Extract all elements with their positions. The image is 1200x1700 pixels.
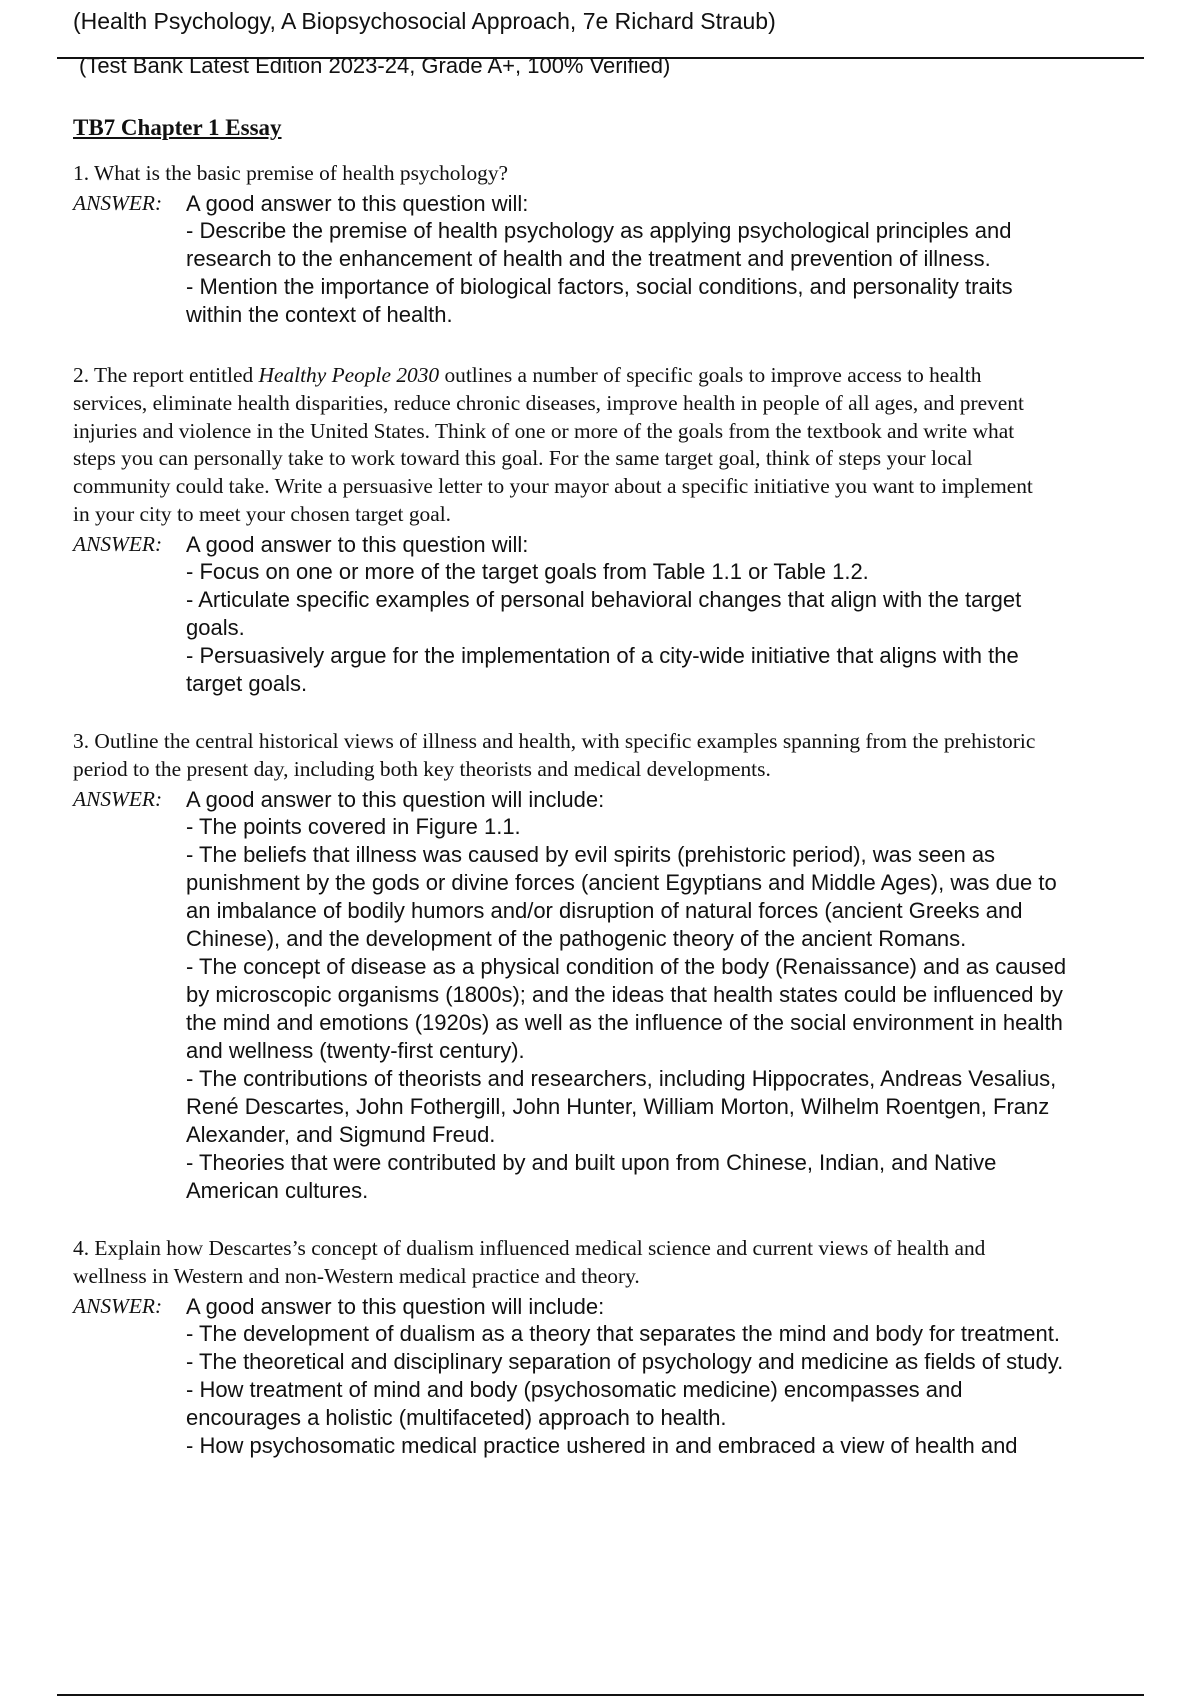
answer-intro: A good answer to this question will include:: [186, 786, 605, 812]
answer-point-line: American cultures.: [186, 1177, 369, 1203]
answer-point-line: - How psychosomatic medical practice ushered in and embraced a view of health and: [186, 1432, 1018, 1458]
answer-point-line: - Theories that were contributed by and built upon from Chinese, Indian, and Native: [186, 1149, 997, 1175]
question-text-part: 2. The report entitled: [73, 363, 259, 387]
answer-point-line: research to the enhancement of health and the treatment and prevention of illness.: [186, 245, 991, 271]
question-block-1: [73, 160, 1163, 329]
answer-point-line: by microscopic organisms (1800s); and the ideas that health states could be influenced by: [186, 981, 1063, 1007]
question-text: [73, 362, 1163, 390]
answer-point-line: - The points covered in Figure 1.1.: [186, 813, 521, 839]
document-header-subtitle: (Test Bank Latest Edition 2023-24, Grade A+, 100% Verified): [79, 53, 671, 78]
answer-label: ANSWER:: [73, 786, 163, 811]
answer-intro: A good answer to this question will:: [186, 531, 529, 557]
answer-point-line: - How treatment of mind and body (psychosomatic medicine) encompasses and: [186, 1376, 963, 1402]
answer-point-line: punishment by the gods or divine forces (ancient Egyptians and Middle Ages), was due to: [186, 869, 1057, 895]
chapter-title: TB7 Chapter 1 Essay: [73, 115, 282, 140]
answer-point-line: - Mention the importance of biological factors, social conditions, and personality traits: [186, 273, 1013, 299]
question-block-4: [73, 1235, 1163, 1460]
answer-point-line: - Focus on one or more of the target goals from Table 1.1 or Table 1.2.: [186, 558, 869, 584]
report-title: Healthy People 2030: [258, 363, 440, 387]
footer-divider: [57, 1694, 1144, 1696]
answer-point-line: an imbalance of bodily humors and/or disruption of natural forces (ancient Greeks and: [186, 897, 1023, 923]
answer-points: [186, 1320, 1163, 1460]
answer-points: [186, 558, 1163, 698]
answer-point-line: and wellness (twenty-first century).: [186, 1037, 525, 1063]
answer-point-line: within the context of health.: [186, 301, 453, 327]
answer-point-line: - Articulate specific examples of personal behavioral changes that align with the target: [186, 586, 1022, 612]
answer-label: ANSWER:: [73, 190, 163, 215]
question-text-part: outlines a number of specific goals to improve access to health: [439, 363, 982, 387]
question-text: services, eliminate health disparities, reduce chronic diseases, improve health in people of all ages, and prevent: [73, 390, 1024, 415]
answer-points: [186, 217, 1163, 329]
answer-point-line: - The contributions of theorists and researchers, including Hippocrates, Andreas Vesalius,: [186, 1065, 1057, 1091]
answer-point-line: Alexander, and Sigmund Freud.: [186, 1121, 496, 1147]
answer-point-line: encourages a holistic (multifaceted) approach to health.: [186, 1404, 727, 1430]
question-text: 1. What is the basic premise of health psychology?: [73, 161, 509, 185]
answer-point-line: - The concept of disease as a physical condition of the body (Renaissance) and as caused: [186, 953, 1067, 979]
answer-point-line: goals.: [186, 614, 245, 640]
question-block-3: [73, 728, 1163, 1205]
question-text: community could take. Write a persuasive letter to your mayor about a specific initiative you want to implement: [73, 474, 1033, 499]
question-text: 4. Explain how Descartes’s concept of dualism influenced medical science and current views of health and: [73, 1236, 986, 1260]
answer-point-line: target goals.: [186, 670, 308, 696]
answer-intro: A good answer to this question will include:: [186, 1293, 605, 1319]
question-block-2: [73, 362, 1163, 698]
question-text: period to the present day, including both key theorists and medical developments.: [73, 756, 771, 781]
answer-point-line: the mind and emotions (1920s) as well as the influence of the social environment in health: [186, 1009, 1063, 1035]
answer-point-line: - The theoretical and disciplinary separation of psychology and medicine as fields of study.: [186, 1348, 1064, 1374]
answer-label: ANSWER:: [73, 1293, 163, 1318]
question-text: injuries and violence in the United States. Think of one or more of the goals from the textbook and write what: [73, 418, 1015, 443]
answer-point-line: - The development of dualism as a theory that separates the mind and body for treatment.: [186, 1320, 1060, 1346]
answer-point-line: - Describe the premise of health psychology as applying psychological principles and: [186, 217, 1012, 243]
answer-label: ANSWER:: [73, 531, 163, 556]
question-text: steps you can personally take to work toward this goal. For the same target goal, think of steps your local: [73, 446, 973, 471]
answer-intro: A good answer to this question will:: [186, 190, 529, 216]
question-text: wellness in Western and non-Western medical practice and theory.: [73, 1263, 640, 1288]
answer-point-line: - Persuasively argue for the implementation of a city-wide initiative that aligns with the: [186, 642, 1019, 668]
question-text: 3. Outline the central historical views of illness and health, with specific examples spanning from the prehistoric: [73, 729, 1036, 753]
answer-point-line: Chinese), and the development of the pathogenic theory of the ancient Romans.: [186, 925, 967, 951]
document-header-title: (Health Psychology, A Biopsychosocial Approach, 7e Richard Straub): [73, 8, 776, 34]
answer-points: [186, 813, 1163, 1205]
answer-point-line: - The beliefs that illness was caused by evil spirits (prehistoric period), was seen as: [186, 841, 996, 867]
answer-point-line: René Descartes, John Fothergill, John Hunter, William Morton, Wilhelm Roentgen, Franz: [186, 1093, 1050, 1119]
question-text: in your city to meet your chosen target goal.: [73, 501, 452, 526]
